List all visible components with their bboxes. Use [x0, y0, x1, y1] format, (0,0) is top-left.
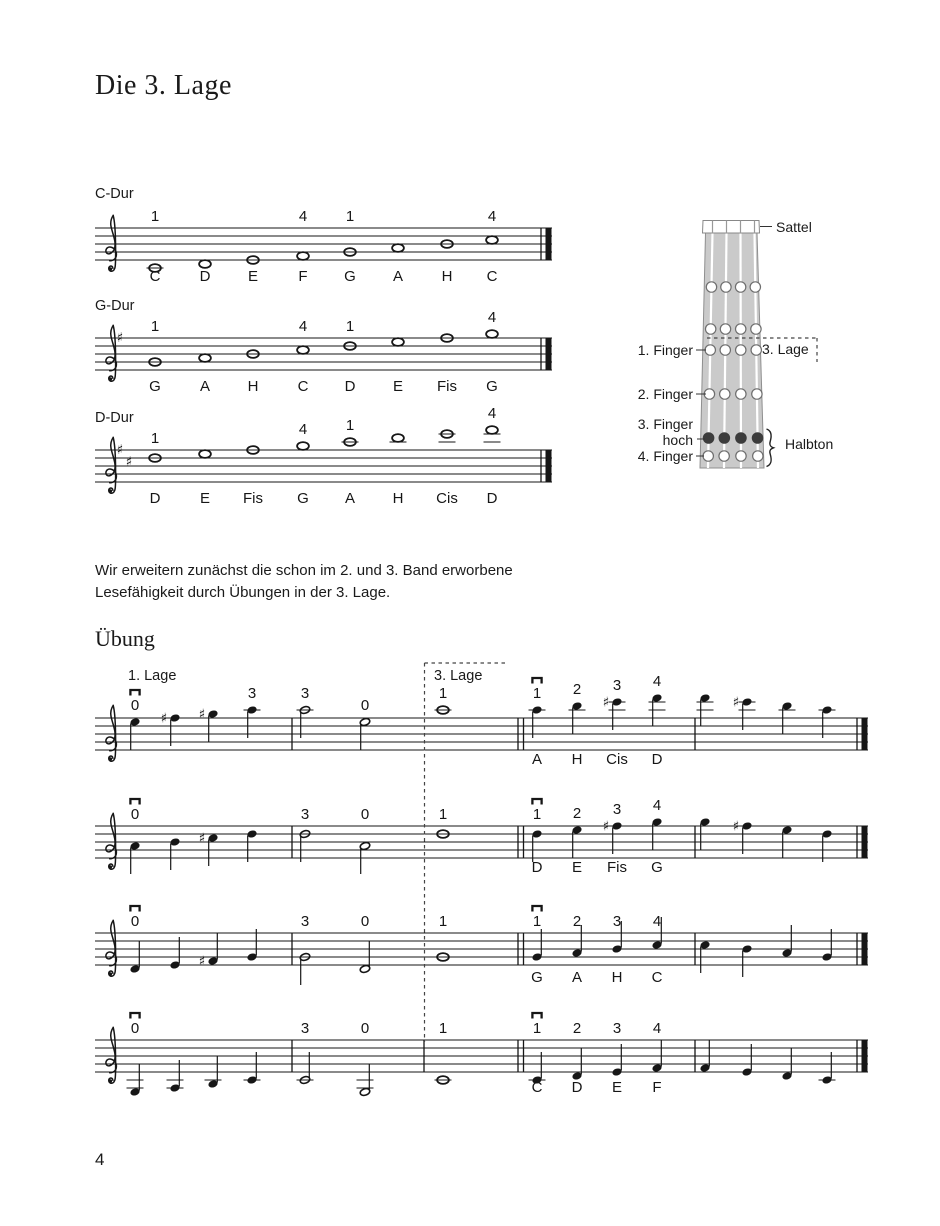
svg-text:A: A [199, 378, 211, 395]
svg-text:D: D [199, 268, 211, 285]
svg-text:D: D [571, 1079, 583, 1096]
svg-text:1: 1 [345, 417, 355, 434]
svg-text:3: 3 [300, 685, 310, 702]
svg-text:4: 4 [298, 208, 308, 225]
svg-text:Fis: Fis [437, 378, 457, 395]
fingerboard-label-finger4: 4. Finger [637, 448, 693, 464]
svg-text:1: 1 [532, 913, 542, 930]
fingerboard-label-sattel: Sattel [776, 219, 812, 235]
svg-text:1: 1 [150, 318, 160, 335]
svg-text:H: H [247, 378, 259, 395]
svg-text:D: D [344, 378, 356, 395]
svg-text:♯: ♯ [116, 442, 124, 458]
svg-text:D: D [486, 490, 498, 507]
svg-text:C: C [651, 969, 663, 986]
svg-text:F: F [652, 1079, 662, 1096]
svg-text:A: A [571, 969, 583, 986]
svg-text:D: D [149, 490, 161, 507]
svg-text:C: C [149, 268, 161, 285]
scale-label-g-dur: G-Dur [95, 298, 135, 314]
svg-text:1: 1 [345, 318, 355, 335]
svg-text:E: E [571, 859, 583, 876]
scale-label-d-dur: D-Dur [95, 410, 134, 426]
svg-text:♯: ♯ [160, 710, 168, 727]
svg-text:G: G [344, 268, 356, 285]
svg-text:H: H [571, 751, 583, 768]
svg-text:0: 0 [360, 1020, 370, 1037]
scale-label-c-dur: C-Dur [95, 186, 134, 202]
svg-text:A: A [531, 751, 543, 768]
exercise-heading: Übung [95, 626, 155, 651]
page-number: 4 [95, 1150, 105, 1169]
svg-text:G: G [651, 859, 663, 876]
page-title: Die 3. Lage [95, 70, 232, 101]
svg-text:H: H [441, 268, 453, 285]
svg-text:4: 4 [652, 797, 662, 814]
svg-text:Cis: Cis [606, 751, 628, 768]
svg-text:♯: ♯ [732, 694, 740, 711]
fingerboard-label-finger3-hoch: hoch [662, 432, 693, 448]
svg-text:1: 1 [532, 685, 542, 702]
fingerboard-label-halbton: Halbton [785, 436, 834, 452]
svg-text:3: 3 [612, 913, 622, 930]
svg-text:♯: ♯ [198, 706, 206, 723]
fingerboard-label-finger1: 1. Finger [637, 342, 693, 358]
svg-text:D: D [531, 859, 543, 876]
svg-text:Cis: Cis [436, 490, 458, 507]
paragraph-line-2: Lesefähigkeit durch Übungen in der 3. Lage. [95, 584, 391, 601]
svg-text:0: 0 [130, 806, 140, 823]
svg-text:H: H [611, 969, 623, 986]
svg-text:0: 0 [360, 697, 370, 714]
svg-text:1: 1 [345, 208, 355, 225]
paragraph-line-1: Wir erweitern zunächst die schon im 2. und 3. Band erworbene [95, 562, 513, 579]
svg-text:4: 4 [652, 673, 662, 690]
svg-text:1: 1 [532, 1020, 542, 1037]
svg-text:4: 4 [298, 318, 308, 335]
svg-text:2: 2 [572, 805, 582, 822]
svg-text:0: 0 [360, 913, 370, 930]
svg-text:E: E [199, 490, 211, 507]
svg-text:0: 0 [130, 697, 140, 714]
svg-text:C: C [486, 268, 498, 285]
svg-text:A: A [344, 490, 356, 507]
svg-text:4: 4 [487, 309, 497, 326]
svg-text:0: 0 [130, 913, 140, 930]
svg-text:♯: ♯ [116, 330, 124, 346]
svg-text:E: E [611, 1079, 623, 1096]
svg-text:1: 1 [438, 806, 448, 823]
svg-text:F: F [298, 268, 308, 285]
svg-text:C: C [297, 378, 309, 395]
svg-text:A: A [392, 268, 404, 285]
svg-text:♯: ♯ [602, 818, 610, 835]
label-3-lage: 3. Lage [434, 668, 483, 684]
svg-text:3: 3 [300, 913, 310, 930]
svg-text:3: 3 [612, 677, 622, 694]
svg-text:4: 4 [652, 1020, 662, 1037]
svg-text:3: 3 [300, 806, 310, 823]
svg-text:♯: ♯ [732, 818, 740, 835]
svg-text:G: G [486, 378, 498, 395]
svg-text:♯: ♯ [125, 454, 133, 470]
svg-text:4: 4 [298, 421, 308, 438]
label-1-lage: 1. Lage [128, 668, 177, 684]
svg-text:H: H [392, 490, 404, 507]
svg-text:4: 4 [487, 208, 497, 225]
svg-text:Fis: Fis [243, 490, 263, 507]
fingerboard-label-finger2: 2. Finger [637, 386, 693, 402]
svg-text:1: 1 [532, 806, 542, 823]
svg-text:G: G [149, 378, 161, 395]
svg-text:3: 3 [612, 1020, 622, 1037]
svg-text:3: 3 [612, 801, 622, 818]
fingerboard-label-3-lage: 3. Lage [762, 341, 809, 357]
svg-text:♯: ♯ [198, 953, 206, 970]
svg-text:3: 3 [300, 1020, 310, 1037]
svg-text:Fis: Fis [607, 859, 627, 876]
svg-text:E: E [392, 378, 404, 395]
svg-text:2: 2 [572, 913, 582, 930]
svg-text:♯: ♯ [198, 830, 206, 847]
svg-text:1: 1 [438, 685, 448, 702]
svg-text:1: 1 [150, 208, 160, 225]
svg-text:4: 4 [487, 405, 497, 422]
svg-text:G: G [297, 490, 309, 507]
svg-text:♯: ♯ [602, 694, 610, 711]
svg-text:0: 0 [360, 806, 370, 823]
svg-text:1: 1 [438, 1020, 448, 1037]
svg-text:G: G [531, 969, 543, 986]
svg-text:2: 2 [572, 1020, 582, 1037]
svg-text:E: E [247, 268, 259, 285]
svg-text:0: 0 [130, 1020, 140, 1037]
svg-text:4: 4 [652, 913, 662, 930]
svg-text:1: 1 [438, 913, 448, 930]
svg-text:2: 2 [572, 681, 582, 698]
svg-text:1: 1 [150, 430, 160, 447]
svg-text:D: D [651, 751, 663, 768]
svg-text:C: C [531, 1079, 543, 1096]
svg-text:3: 3 [247, 685, 257, 702]
fingerboard-label-finger3: 3. Finger [637, 416, 693, 432]
